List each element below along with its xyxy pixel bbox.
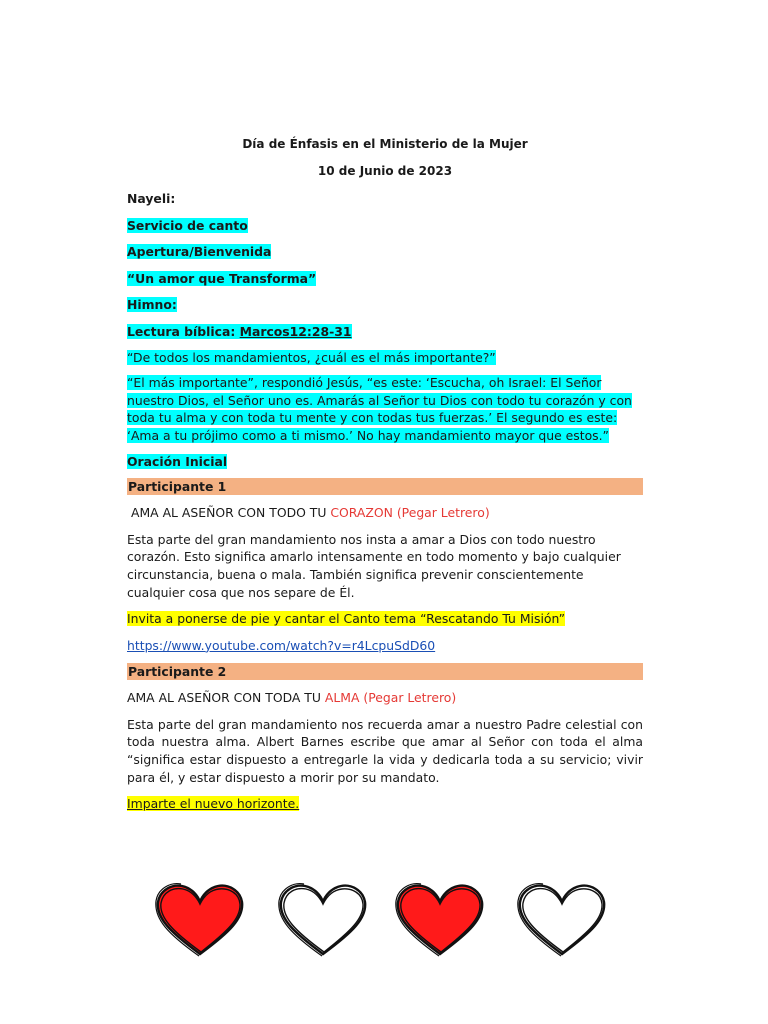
document-title: Día de Énfasis en el Ministerio de la Mujer [242,137,528,151]
heart-icon [512,880,612,960]
document-page [127,128,643,813]
lectura-label: Lectura bíblica: [127,323,240,339]
heading-prefix: AMA AL ASEÑOR CON TODA TU [127,690,325,706]
heading-red-text: CORAZON (Pegar Letrero) [330,505,490,521]
tema-titulo: “Un amor que Transforma” [127,270,317,286]
heading-prefix: AMA AL ASEÑOR CON TODO TU [131,505,331,521]
heart-icon [390,880,490,960]
heart-icon [150,880,250,960]
participante-2-bar: Participante 2 [127,663,643,680]
hearts-row [150,880,620,960]
invitation-text: Invita a ponerse de pie y cantar el Canto tema “Rescatando Tu Misión” [127,611,566,627]
participante-2-heading [127,689,643,707]
himno-label: Himno: [127,297,177,313]
participante-2-body: Esta parte del gran mandamiento nos recuerda amar a nuestro Padre celestial con toda nuestra alma. Albert Barnes escribe que amar al Señor con toda el alma “significa estar dispuesto a entregarle la vida y dedicarla toda a su servicio; vivir para él, y estar dispuesto a morir por su mandato. [127,716,643,785]
participante-1-body: Esta parte del gran mandamiento nos insta a amar a Dios con todo nuestro corazón. Esto significa amarlo intensamente en todo momento y bajo cualquier circunstancia, buena o mala. También significa prevenir conscientemente cualquier cosa que nos separe de Él. [127,531,621,600]
lectura-reference: Marcos12:28-31 [239,323,352,339]
heart-icon [273,880,373,960]
heading-red-text: ALMA (Pegar Letrero) [324,690,457,706]
speaker-name: Nayeli: [127,191,176,206]
bible-answer: “El más importante”, respondió Jesús, “es este: ‘Escucha, oh Israel: El Señor nuestro Dios, el Señor uno es. Amarás al Señor tu Dios con todo tu corazón y con toda tu alma y con toda tu mente y con todas tus fuerzas.’ El segundo es este: ‘Ama a tu prójimo como a ti mismo.’ No hay mandamiento mayor que estos.” [127,375,632,443]
horizonte-text: Imparte el nuevo horizonte. [127,796,300,812]
bible-question: “De todos los mandamientos, ¿cuál es el más importante?” [127,349,496,365]
participante-1-bar: Participante 1 [127,478,643,495]
document-date: 10 de Junio de 2023 [317,164,453,178]
youtube-link[interactable]: https://www.youtube.com/watch?v=r4LcpuSdD60 [127,637,436,653]
servicio-canto: Servicio de canto [127,217,248,233]
oracion-inicial: Oración Inicial [127,453,228,469]
participante-1-heading [127,504,643,522]
apertura-bienvenida: Apertura/Bienvenida [127,244,272,260]
